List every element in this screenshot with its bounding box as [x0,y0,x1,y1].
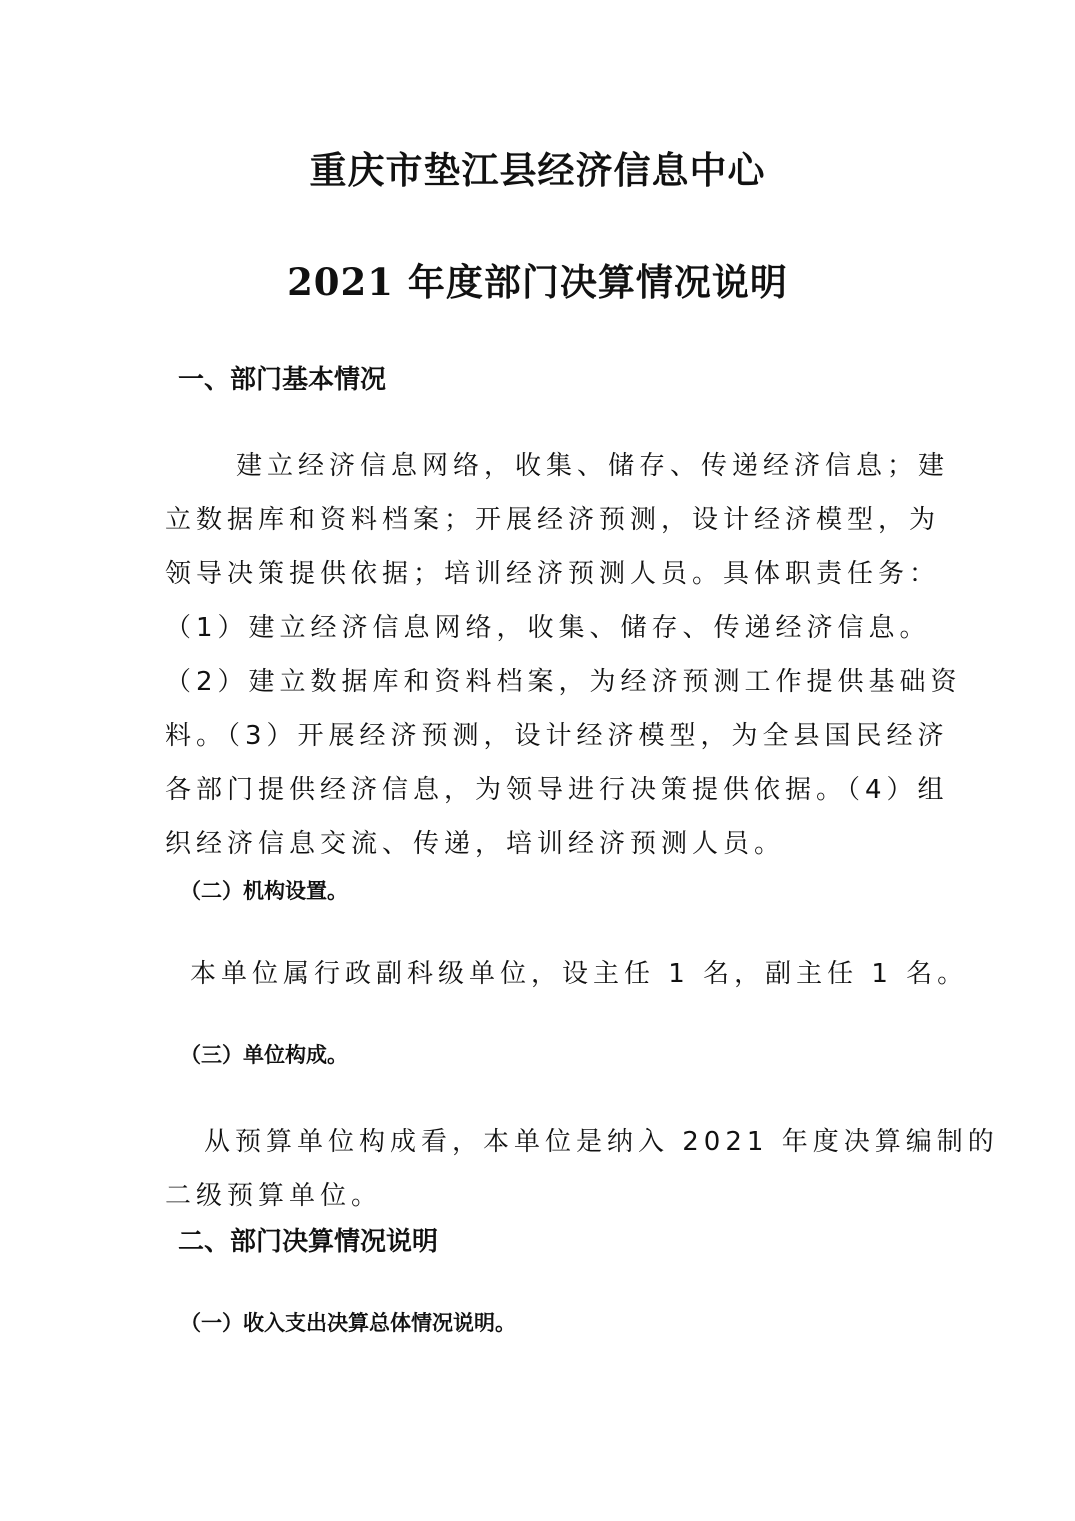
section1-paragraph-line: 建立经济信息网络，收集、储存、传递经济信息；建 [236,451,950,481]
section2-sub1-heading: （一）收入支出决算总体情况说明。 [180,1310,516,1335]
section1-paragraph-line: 立数据库和资料档案；开展经济预测，设计经济模型，为 [165,505,941,535]
section1-heading: 一、部门基本情况 [178,365,387,395]
section1-sub3-heading: （三）单位构成。 [180,1042,348,1067]
section1-sub2-heading: （二）机构设置。 [180,878,348,903]
section1-paragraph-line: 织经济信息交流、传递，培训经济预测人员。 [165,829,786,859]
section2-heading: 二、部门决算情况说明 [178,1227,439,1257]
section1-paragraph-line: （1）建立经济信息网络，收集、储存、传递经济信息。 [165,613,931,643]
section1-sub3-text-line: 从预算单位构成看，本单位是纳入 2021 年度决算编制的 [204,1127,999,1157]
section1-paragraph-line: 料。（3）开展经济预测，设计经济模型，为全县国民经济 [165,721,949,751]
section1-sub3-text-line: 二级预算单位。 [165,1181,383,1211]
section1-paragraph-line: 领导决策提供依据；培训经济预测人员。具体职责任务： [165,559,941,589]
section1-paragraph-line: （2）建立数据库和资料档案，为经济预测工作提供基础资 [165,667,962,697]
section1-paragraph-line: 各部门提供经济信息，为领导进行决策提供依据。（4）组 [165,775,949,805]
document-title-line2: 2021 年度部门决算情况说明 [287,260,788,304]
section1-sub2-text: 本单位属行政副科级单位，设主任 1 名，副主任 1 名。 [190,959,969,989]
document-title-line1: 重庆市垫江县经济信息中心 [309,148,766,192]
